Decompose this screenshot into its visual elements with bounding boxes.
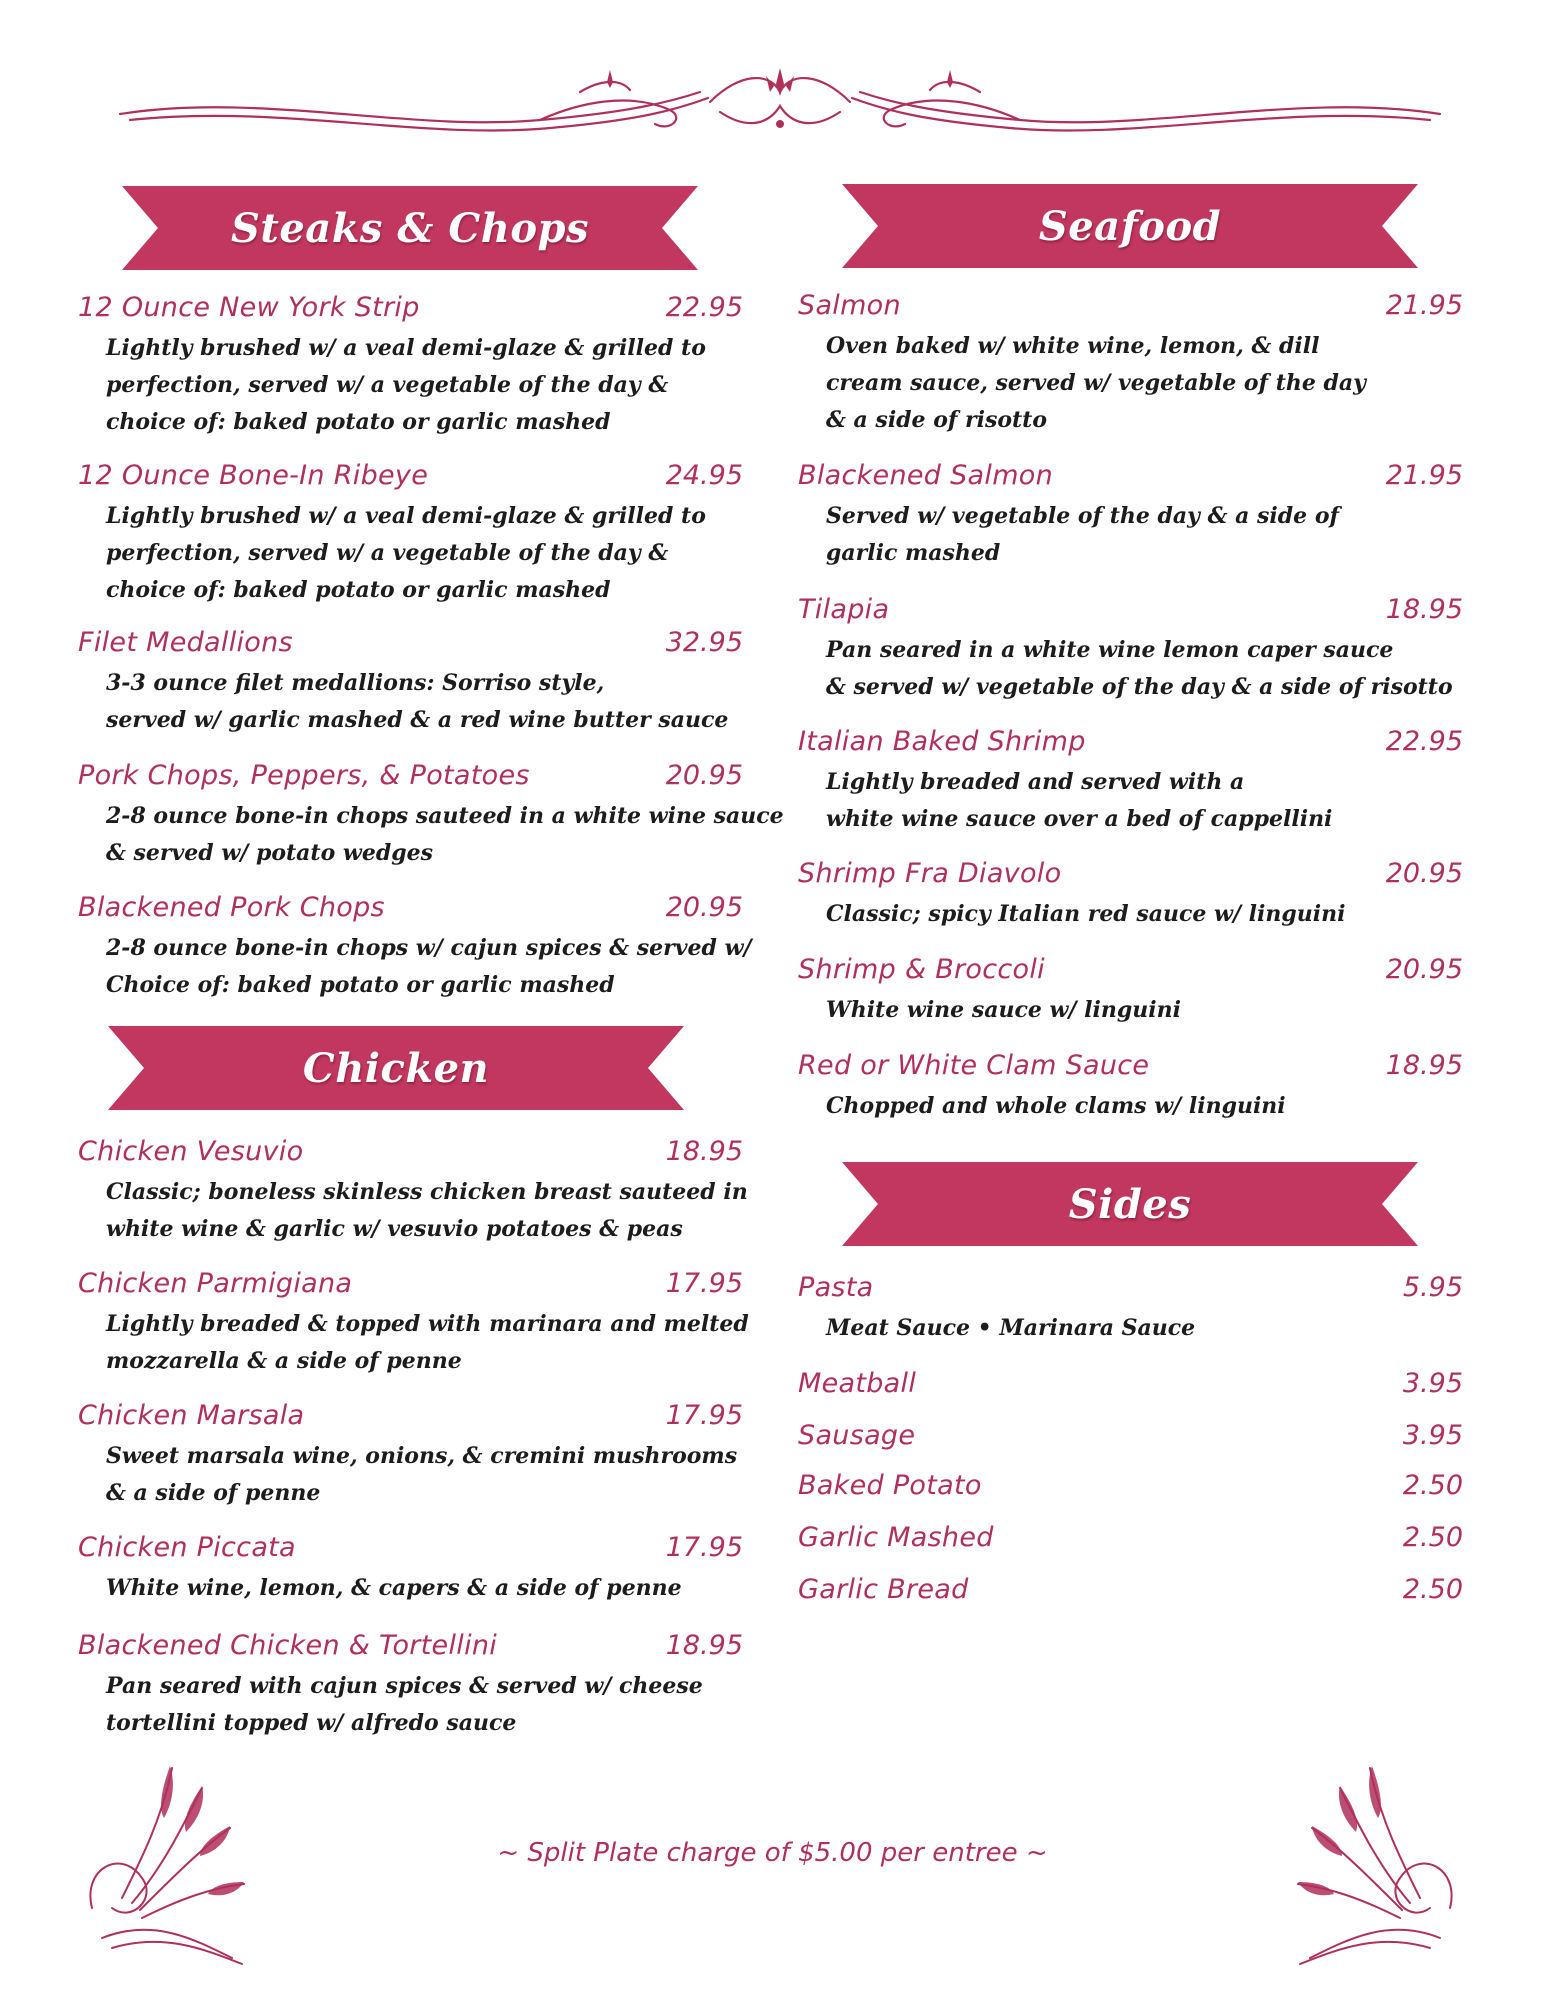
menu-item-header <box>78 1630 743 1664</box>
menu-item <box>78 1268 749 1380</box>
menu-item-name: Chicken Marsala <box>78 1400 305 1431</box>
menu-item-description <box>106 1438 738 1512</box>
description-line: Sweet marsala wine, onions, & cremini mushrooms <box>106 1443 738 1469</box>
menu-item-price: 20.95 <box>665 760 743 791</box>
menu-item-description <box>826 328 1446 439</box>
description-line: & served w/ potato wedges <box>106 840 434 866</box>
menu-item-description <box>106 798 784 872</box>
menu-item-price: 2.50 <box>1402 1522 1463 1553</box>
description-line: 3-3 ounce filet medallions: Sorriso style, <box>106 670 605 696</box>
menu-item <box>78 460 743 609</box>
menu-item-header <box>78 1268 743 1302</box>
menu-item-name: Filet Medallions <box>78 627 293 658</box>
menu-item-price: 5.95 <box>1402 1272 1463 1303</box>
menu-item-price: 2.50 <box>1402 1470 1463 1501</box>
menu-item <box>78 892 752 1004</box>
menu-item-name: Meatball <box>798 1368 917 1399</box>
description-line: Oven baked w/ white wine, lemon, & dill <box>826 333 1320 359</box>
menu-item-description <box>106 1174 748 1248</box>
menu-item-header <box>798 290 1463 324</box>
description-line: Chopped and whole clams w/ linguini <box>826 1093 1286 1119</box>
menu-item-description <box>826 896 1446 933</box>
menu-item-name: Tilapia <box>798 594 890 625</box>
menu-item-name: Shrimp & Broccoli <box>798 954 1045 985</box>
menu-item-price: 20.95 <box>1385 954 1463 985</box>
menu-item-header <box>798 726 1463 760</box>
description-line: served w/ garlic mashed & a red wine butter sauce <box>106 707 729 733</box>
menu-item-name: Sausage <box>798 1420 916 1451</box>
menu-item-price: 32.95 <box>665 627 743 658</box>
menu-item-description <box>106 498 726 609</box>
menu-item <box>798 954 1463 1029</box>
description-line: Meat Sauce • Marinara Sauce <box>826 1315 1196 1341</box>
description-line: Choice of: baked potato or garlic mashed <box>106 972 615 998</box>
menu-item-name: Pork Chops, Peppers, & Potatoes <box>78 760 530 791</box>
menu-item-header <box>78 1532 743 1566</box>
menu-item-header <box>78 760 743 794</box>
menu-item-description <box>826 1310 1446 1347</box>
description-line: 2-8 ounce bone-in chops w/ cajun spices & served w/ <box>106 935 752 961</box>
menu-item-name: Chicken Parmigiana <box>78 1268 353 1299</box>
menu-item-name: Baked Potato <box>798 1470 982 1501</box>
menu-item <box>798 1574 1463 1608</box>
description-line: Lightly brushed w/ a veal demi-glaze & grilled to <box>106 335 706 361</box>
menu-item-header <box>78 627 743 661</box>
menu-item-price: 17.95 <box>665 1268 743 1299</box>
menu-item-price: 3.95 <box>1402 1368 1463 1399</box>
menu-item-name: Blackened Pork Chops <box>78 892 385 923</box>
menu-item-description <box>826 992 1446 1029</box>
description-line: White wine, lemon, & capers & a side of penne <box>106 1575 682 1601</box>
description-line: & a side of risotto <box>826 407 1048 433</box>
description-line: Lightly breaded and served with a <box>826 769 1245 795</box>
description-line: Lightly brushed w/ a veal demi-glaze & grilled to <box>106 503 706 529</box>
scroll-flourish-icon <box>110 62 1450 148</box>
menu-item-description <box>106 1668 726 1742</box>
menu-item-header <box>78 1400 743 1434</box>
menu-item-price: 17.95 <box>665 1532 743 1563</box>
menu-item <box>798 726 1463 838</box>
menu-item <box>78 1400 743 1512</box>
menu-item-header <box>78 1136 743 1170</box>
menu-item-description <box>826 1088 1446 1125</box>
description-line: & served w/ vegetable of the day & a side of risotto <box>826 674 1453 700</box>
menu-item-name: Salmon <box>798 290 901 321</box>
description-line: Classic; boneless skinless chicken breast sauteed in <box>106 1179 748 1205</box>
menu-item-name: Blackened Salmon <box>798 460 1054 491</box>
menu-item-header <box>78 460 743 494</box>
menu-item-name: Garlic Mashed <box>798 1522 994 1553</box>
menu-item-description <box>106 930 752 1004</box>
description-line: choice of: baked potato or garlic mashed <box>106 577 611 603</box>
description-line: Lightly breaded & topped with marinara and melted <box>106 1311 749 1337</box>
menu-item <box>78 1532 743 1607</box>
description-line: cream sauce, served w/ vegetable of the day <box>826 370 1366 396</box>
menu-item-price: 22.95 <box>1385 726 1463 757</box>
menu-item <box>798 1420 1463 1454</box>
menu-item-name: Shrimp Fra Diavolo <box>798 858 1062 889</box>
menu-item-name: Red or White Clam Sauce <box>798 1050 1150 1081</box>
menu-item-price: 18.95 <box>665 1136 743 1167</box>
menu-item-description <box>826 764 1446 838</box>
section-title: Steaks & Chops <box>230 204 589 252</box>
menu-item <box>798 1522 1463 1556</box>
menu-item-name: 12 Ounce New York Strip <box>78 292 420 323</box>
menu-item <box>78 292 743 441</box>
menu-item-description <box>106 330 726 441</box>
menu-item-price: 3.95 <box>1402 1420 1463 1451</box>
menu-item <box>78 627 743 739</box>
menu-item-header <box>798 1420 1463 1454</box>
description-line: perfection, served w/ a vegetable of the day & <box>106 372 669 398</box>
menu-item-header <box>798 460 1463 494</box>
section-title: Sides <box>1068 1180 1192 1228</box>
menu-item-description <box>826 498 1446 572</box>
description-line: mozzarella & a side of penne <box>106 1348 462 1374</box>
menu-item-name: Garlic Bread <box>798 1574 969 1605</box>
section-banner-steaks <box>122 182 698 274</box>
description-line: Served w/ vegetable of the day & a side of <box>826 503 1339 529</box>
menu-item-name: Chicken Piccata <box>78 1532 296 1563</box>
section-title: Seafood <box>1038 202 1222 250</box>
menu-item-price: 24.95 <box>665 460 743 491</box>
description-line: & a side of penne <box>106 1480 321 1506</box>
menu-item-header <box>798 594 1463 628</box>
menu-item-price: 18.95 <box>665 1630 743 1661</box>
menu-item-header <box>798 1574 1463 1608</box>
menu-item <box>798 460 1463 572</box>
menu-item-name: Blackened Chicken & Tortellini <box>78 1630 498 1661</box>
description-line: garlic mashed <box>826 540 1001 566</box>
menu-item-price: 22.95 <box>665 292 743 323</box>
description-line: choice of: baked potato or garlic mashed <box>106 409 611 435</box>
menu-item-header <box>798 1470 1463 1504</box>
split-plate-note: ~ Split Plate charge of $5.00 per entree ~ <box>497 1838 1048 1868</box>
description-line: 2-8 ounce bone-in chops sauteed in a white wine sauce <box>106 803 784 829</box>
menu-item-name: Pasta <box>798 1272 874 1303</box>
menu-item-price: 20.95 <box>665 892 743 923</box>
description-line: white wine & garlic w/ vesuvio potatoes & peas <box>106 1216 683 1242</box>
menu-item <box>798 290 1463 439</box>
menu-item <box>798 1272 1463 1347</box>
section-banner-sides <box>842 1158 1418 1250</box>
menu-item-header <box>798 1368 1463 1402</box>
menu-item-header <box>78 292 743 326</box>
description-line: tortellini topped w/ alfredo sauce <box>106 1710 517 1736</box>
menu-item-header <box>798 954 1463 988</box>
menu-item <box>798 1470 1463 1504</box>
menu-item <box>798 594 1463 706</box>
menu-item-name: 12 Ounce Bone-In Ribeye <box>78 460 429 491</box>
menu-item-price: 21.95 <box>1385 290 1463 321</box>
menu-item-name: Chicken Vesuvio <box>78 1136 304 1167</box>
menu-item <box>798 858 1463 933</box>
menu-item-description <box>826 632 1453 706</box>
menu-item-description <box>106 1570 726 1607</box>
description-line: perfection, served w/ a vegetable of the day & <box>106 540 669 566</box>
menu-item-price: 21.95 <box>1385 460 1463 491</box>
menu-item-price: 17.95 <box>665 1400 743 1431</box>
section-title: Chicken <box>302 1044 490 1092</box>
menu-item-header <box>798 1050 1463 1084</box>
menu-item <box>798 1050 1463 1125</box>
menu-item-header <box>798 1272 1463 1306</box>
description-line: Pan seared with cajun spices & served w/ cheese <box>106 1673 703 1699</box>
menu-item-description <box>106 1306 749 1380</box>
menu-item <box>798 1368 1463 1402</box>
menu-item <box>78 760 784 872</box>
description-line: Pan seared in a white wine lemon caper sauce <box>826 637 1394 663</box>
menu-item-price: 18.95 <box>1385 594 1463 625</box>
menu-item-description <box>106 665 729 739</box>
menu-item-price: 2.50 <box>1402 1574 1463 1605</box>
menu-item-header <box>798 858 1463 892</box>
menu-item-price: 20.95 <box>1385 858 1463 889</box>
menu-item-name: Italian Baked Shrimp <box>798 726 1086 757</box>
menu-item-header <box>798 1522 1463 1556</box>
menu-item <box>78 1630 743 1742</box>
description-line: white wine sauce over a bed of cappellini <box>826 806 1333 832</box>
description-line: Classic; spicy Italian red sauce w/ linguini <box>826 901 1346 927</box>
section-banner-seafood <box>842 180 1418 272</box>
description-line: White wine sauce w/ linguini <box>826 997 1181 1023</box>
section-banner-chicken <box>108 1022 684 1114</box>
menu-item-price: 18.95 <box>1385 1050 1463 1081</box>
menu-item <box>78 1136 748 1248</box>
menu-item-header <box>78 892 743 926</box>
